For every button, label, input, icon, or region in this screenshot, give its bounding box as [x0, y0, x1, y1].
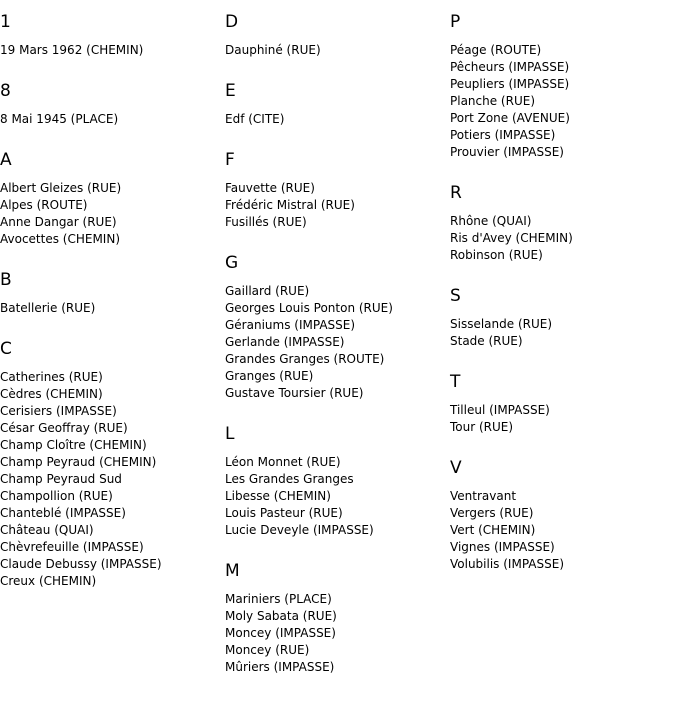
street-item[interactable]: Potiers (IMPASSE) [450, 128, 556, 142]
street-item[interactable]: Cerisiers (IMPASSE) [0, 404, 117, 418]
street-item[interactable]: Champ Peyraud (CHEMIN) [0, 455, 157, 469]
street-item[interactable]: Fauvette (RUE) [225, 181, 315, 195]
letter-heading: V [450, 458, 462, 478]
street-item[interactable]: Rhône (QUAI) [450, 214, 532, 228]
letter-heading: G [225, 253, 239, 273]
street-list [225, 42, 449, 59]
street-list [450, 316, 674, 350]
street-item[interactable]: Léon Monnet (RUE) [225, 455, 341, 469]
letter-group [225, 561, 449, 676]
street-item[interactable]: Lucie Deveyle (IMPASSE) [225, 523, 374, 537]
letter-heading: T [450, 372, 461, 392]
street-item[interactable]: Avocettes (CHEMIN) [0, 232, 121, 246]
index-column-3 [450, 12, 674, 595]
letter-heading: P [450, 12, 461, 32]
letter-group [450, 183, 674, 264]
street-item[interactable]: Château (QUAI) [0, 523, 94, 537]
street-list [450, 402, 674, 436]
letter-group [450, 12, 674, 161]
letter-group [0, 12, 224, 59]
street-list [450, 488, 674, 573]
street-item[interactable]: Louis Pasteur (RUE) [225, 506, 343, 520]
letter-group [0, 81, 224, 128]
letter-group [0, 339, 224, 590]
street-item[interactable]: Géraniums (IMPASSE) [225, 318, 356, 332]
street-item[interactable]: Tour (RUE) [450, 420, 514, 434]
street-item[interactable]: Moncey (IMPASSE) [225, 626, 336, 640]
street-item[interactable]: Moly Sabata (RUE) [225, 609, 337, 623]
street-item[interactable]: Alpes (ROUTE) [0, 198, 88, 212]
street-item[interactable]: César Geoffray (RUE) [0, 421, 128, 435]
street-list [225, 591, 449, 676]
street-item[interactable]: Pêcheurs (IMPASSE) [450, 60, 570, 74]
street-item[interactable]: Mûriers (IMPASSE) [225, 660, 335, 674]
street-item[interactable]: Planche (RUE) [450, 94, 535, 108]
index-column-1 [0, 12, 224, 612]
street-list [225, 111, 449, 128]
street-list [225, 454, 449, 539]
street-item[interactable]: Mariniers (PLACE) [225, 592, 332, 606]
street-item[interactable]: Stade (RUE) [450, 334, 523, 348]
street-item[interactable]: Vignes (IMPASSE) [450, 540, 555, 554]
street-item[interactable]: Fusillés (RUE) [225, 215, 307, 229]
street-list [0, 42, 224, 59]
letter-group [225, 12, 449, 59]
street-item[interactable]: Granges (RUE) [225, 369, 314, 383]
street-list [450, 213, 674, 264]
street-list [225, 180, 449, 231]
street-list [225, 283, 449, 402]
letter-heading: 1 [0, 12, 11, 32]
letter-group [225, 424, 449, 539]
letter-heading: C [0, 339, 12, 359]
street-item[interactable]: Albert Gleizes (RUE) [0, 181, 122, 195]
letter-heading: B [0, 270, 12, 290]
street-item[interactable]: Péage (ROUTE) [450, 43, 542, 57]
street-item[interactable]: Vergers (RUE) [450, 506, 534, 520]
street-item[interactable]: Champollion (RUE) [0, 489, 113, 503]
street-item[interactable]: Dauphiné (RUE) [225, 43, 321, 57]
letter-heading: M [225, 561, 240, 581]
street-item[interactable]: Les Grandes Granges [225, 472, 354, 486]
street-item[interactable]: Grandes Granges (ROUTE) [225, 352, 385, 366]
street-item[interactable]: Champ Cloître (CHEMIN) [0, 438, 147, 452]
street-item[interactable]: Edf (CITE) [225, 112, 285, 126]
street-item[interactable]: Port Zone (AVENUE) [450, 111, 570, 125]
street-item[interactable]: Ventravant [450, 489, 517, 503]
street-item[interactable]: Libesse (CHEMIN) [225, 489, 331, 503]
street-list [0, 180, 224, 248]
letter-heading: A [0, 150, 12, 170]
street-item[interactable]: Chanteblé (IMPASSE) [0, 506, 126, 520]
street-item[interactable]: Georges Louis Ponton (RUE) [225, 301, 393, 315]
street-item[interactable]: Prouvier (IMPASSE) [450, 145, 564, 159]
street-item[interactable]: Gaillard (RUE) [225, 284, 310, 298]
street-item[interactable]: Gustave Toursier (RUE) [225, 386, 364, 400]
street-item[interactable]: Tilleul (IMPASSE) [450, 403, 550, 417]
letter-heading: S [450, 286, 461, 306]
letter-heading: D [225, 12, 239, 32]
index-column-2 [225, 12, 449, 698]
street-item[interactable]: Peupliers (IMPASSE) [450, 77, 570, 91]
street-list [0, 111, 224, 128]
street-list [450, 42, 674, 161]
letter-group [450, 458, 674, 573]
letter-group [450, 286, 674, 350]
letter-heading: E [225, 81, 236, 101]
street-item[interactable]: Claude Debussy (IMPASSE) [0, 557, 162, 571]
street-item[interactable]: Sisselande (RUE) [450, 317, 553, 331]
street-list [0, 369, 224, 590]
street-item[interactable]: Ris d'Avey (CHEMIN) [450, 231, 573, 245]
letter-heading: 8 [0, 81, 11, 101]
letter-group [225, 150, 449, 231]
letter-group [450, 372, 674, 436]
letter-group [0, 150, 224, 248]
street-item[interactable]: 19 Mars 1962 (CHEMIN) [0, 43, 144, 57]
street-item[interactable]: Batellerie (RUE) [0, 301, 96, 315]
street-item[interactable]: Catherines (RUE) [0, 370, 103, 384]
street-item[interactable]: Frédéric Mistral (RUE) [225, 198, 355, 212]
street-item[interactable]: Moncey (RUE) [225, 643, 310, 657]
letter-heading: L [225, 424, 235, 444]
letter-group [225, 253, 449, 402]
street-item[interactable]: Chèvrefeuille (IMPASSE) [0, 540, 144, 554]
letter-heading: F [225, 150, 235, 170]
street-item[interactable]: Creux (CHEMIN) [0, 574, 97, 588]
street-item[interactable]: 8 Mai 1945 (PLACE) [0, 112, 119, 126]
letter-heading: R [450, 183, 462, 203]
street-item[interactable]: Gerlande (IMPASSE) [225, 335, 345, 349]
street-item[interactable]: Champ Peyraud Sud [0, 472, 122, 486]
street-list [0, 300, 224, 317]
street-item[interactable]: Cèdres (CHEMIN) [0, 387, 103, 401]
letter-group [225, 81, 449, 128]
street-item[interactable]: Robinson (RUE) [450, 248, 543, 262]
letter-group [0, 270, 224, 317]
street-item[interactable]: Anne Dangar (RUE) [0, 215, 117, 229]
street-item[interactable]: Vert (CHEMIN) [450, 523, 536, 537]
street-item[interactable]: Volubilis (IMPASSE) [450, 557, 564, 571]
